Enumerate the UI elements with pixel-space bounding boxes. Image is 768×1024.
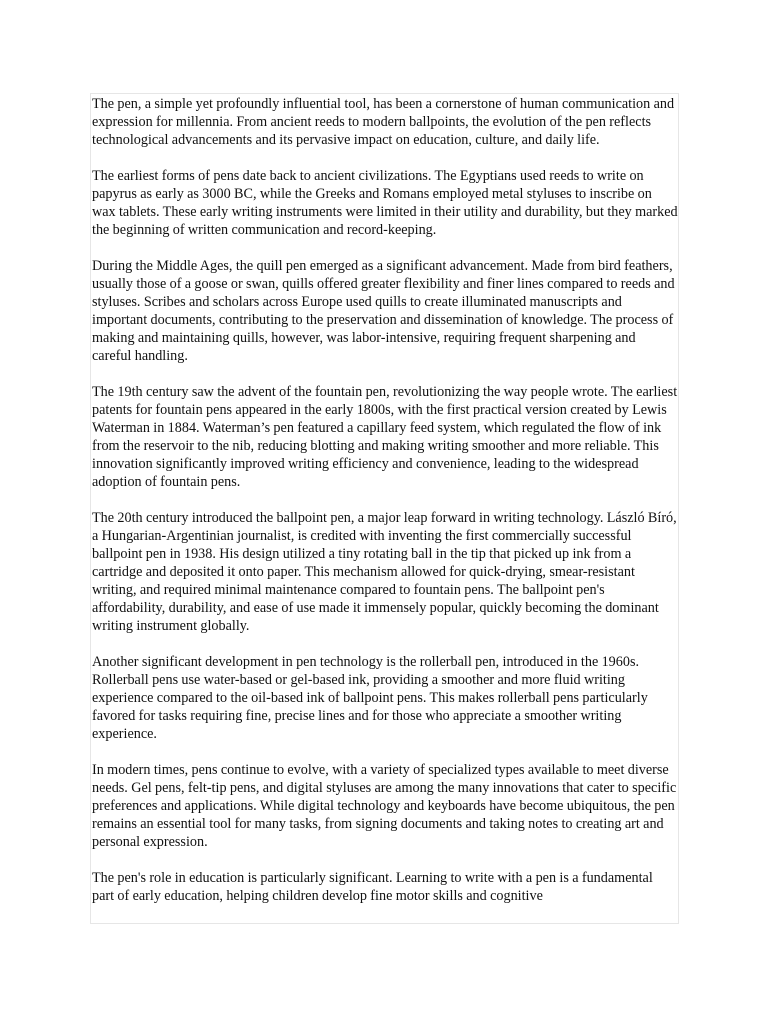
paragraph-earliest-pens: The earliest forms of pens date back to ancient civilizations. The Egyptians used reeds to write on papyrus as early as 3000 BC, while the Greeks and Romans employed metal styluses to inscribe on wax tablets. These early writing instruments were limited in their utility and durability, but they marked the beginning of written communication and record-keeping. (92, 168, 678, 238)
paragraph-ballpoint-pen: The 20th century introduced the ballpoint pen, a major leap forward in writing technology. László Bíró, a Hungarian-Argentinian journalist, is credited with inventing the first commercially successful ballpoint pen in 1938. His design utilized a tiny rotating ball in the tip that picked up ink from a cartridge and deposited it onto paper. This mechanism allowed for quick-drying, smear-resistant writing, and required minimal maintenance compared to fountain pens. The ballpoint pen's affordability, durability, and ease of use made it immensely popular, quickly becoming the dominant writing instrument globally. (92, 510, 677, 634)
paragraph-fountain-pen: The 19th century saw the advent of the fountain pen, revolutionizing the way people wrote. The earliest patents for fountain pens appeared in the early 1800s, with the first practical version created by Lewis Waterman in 1884. Waterman’s pen featured a capillary feed system, which regulated the flow of ink from the reservoir to the nib, reducing blotting and making writing smoother and more reliable. This innovation significantly improved writing efficiency and convenience, leading to the widespread adoption of fountain pens. (92, 384, 678, 490)
document-text-frame (90, 93, 679, 924)
paragraph-introduction: The pen, a simple yet profoundly influential tool, has been a cornerstone of human communication and expression for millennia. From ancient reeds to modern ballpoints, the evolution of the pen reflects technological advancements and its pervasive impact on education, culture, and daily life. (92, 96, 675, 148)
paragraph-rollerball-pen: Another significant development in pen technology is the rollerball pen, introduced in the 1960s. Rollerball pens use water-based or gel-based ink, providing a smoother and more fluid writing experience compared to the oil-based ink of ballpoint pens. This makes rollerball pens particularly favored for tasks requiring fine, precise lines and for those who appreciate a smoother writing experience. (92, 654, 648, 742)
paragraph-education: The pen's role in education is particularly significant. Learning to write with a pen is a fundamental part of early education, helping children develop fine motor skills and cognitive (92, 870, 653, 904)
paragraph-modern-pens: In modern times, pens continue to evolve, with a variety of specialized types available to meet diverse needs. Gel pens, felt-tip pens, and digital styluses are among the many innovations that cater to specific preferences and applications. While digital technology and keyboards have become ubiquitous, the pen remains an essential tool for many tasks, from signing documents and taking notes to creating art and personal expression. (92, 762, 677, 850)
paragraph-quill-pen: During the Middle Ages, the quill pen emerged as a significant advancement. Made from bird feathers, usually those of a goose or swan, quills offered greater flexibility and finer lines compared to reeds and styluses. Scribes and scholars across Europe used quills to create illuminated manuscripts and important documents, contributing to the preservation and dissemination of knowledge. The process of making and maintaining quills, however, was labor-intensive, requiring frequent sharpening and careful handling. (92, 258, 675, 364)
